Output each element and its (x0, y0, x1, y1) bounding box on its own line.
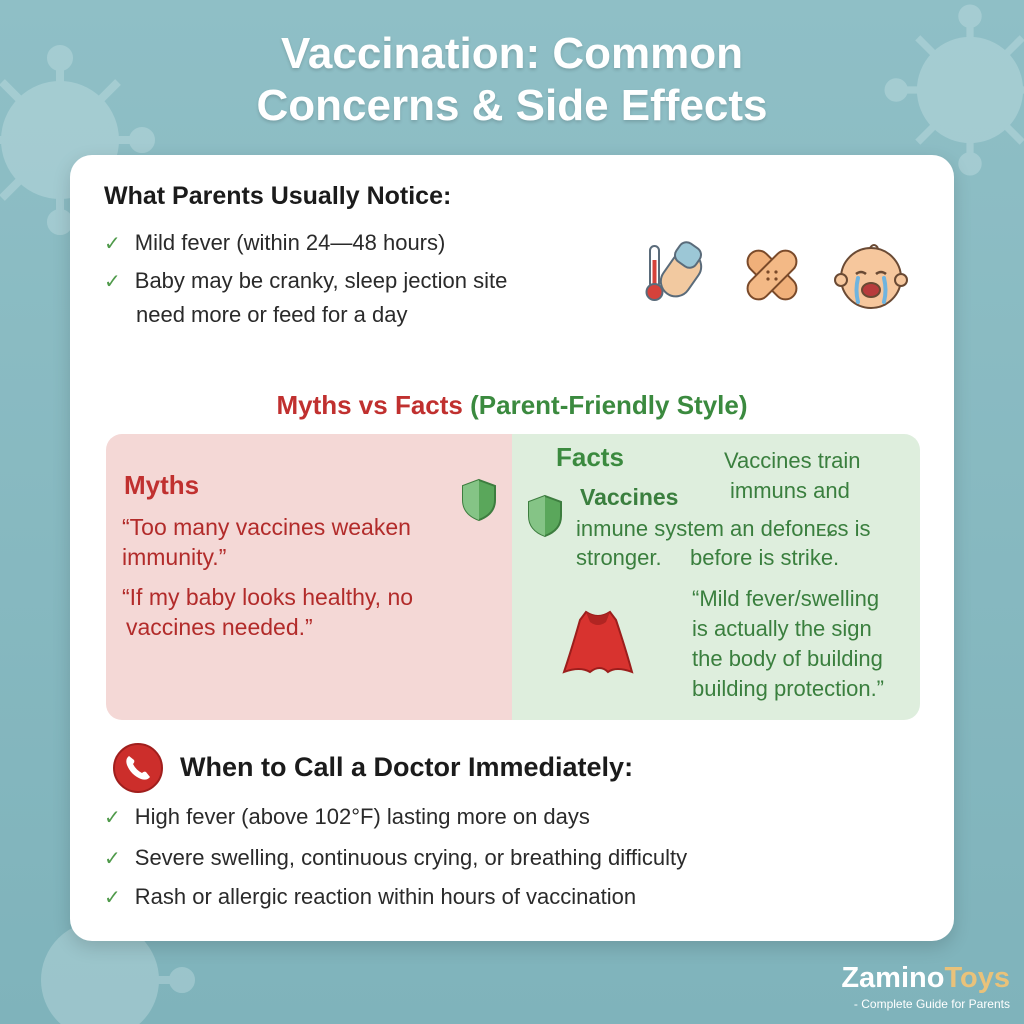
myth-1-line-1: “Too many vaccines weaken (122, 514, 411, 540)
fact-2-line-4: building protection.” (692, 676, 885, 701)
brand-logo (841, 962, 1010, 1011)
notice-item-2 (104, 268, 507, 294)
fact-stronger: stronger. (576, 545, 662, 570)
shield-icon (526, 494, 564, 538)
check-icon: ✓ (104, 887, 121, 909)
myth-1 (122, 512, 411, 572)
fact-before: before is strike. (690, 545, 840, 570)
doctor-item-text: Severe swelling, continuous crying, or breathing difficulty (134, 845, 688, 870)
title-line-2: Concerns & Side Effects (256, 81, 768, 130)
thermometer-icon (636, 240, 712, 310)
notice-item-text: Mild fever (within 24—48 hours) (134, 230, 446, 255)
brand-name (841, 962, 1010, 995)
myth-1-line-2: immunity.” (122, 544, 227, 570)
bandage-icon (736, 240, 808, 310)
check-icon: ✓ (104, 807, 121, 829)
fact-train-line-2: immuns and (730, 478, 850, 503)
phone-icon (112, 742, 164, 794)
doctor-heading: When to Call a Doctor Immediately: (180, 752, 634, 782)
facts-heading: Facts (556, 442, 624, 472)
fact-2-line-2: is actually the sign (692, 616, 872, 641)
mvf-title-green: (Parent-Friendly Style) (470, 390, 748, 420)
doctor-item-3 (104, 884, 636, 910)
cape-icon (560, 606, 636, 676)
doctor-item-text: High fever (above 102°F) lasting more on days (134, 804, 590, 829)
notice-item-text: Baby may be cranky, sleep jection site (134, 268, 508, 293)
crying-baby-icon (832, 240, 910, 312)
fact-2-line-1: “Mild fever/swelling (692, 586, 880, 611)
check-icon: ✓ (104, 848, 121, 870)
myth-2-line-2: vaccines needed.” (126, 614, 313, 640)
doctor-item-2 (104, 845, 687, 871)
fact-2 (692, 584, 884, 704)
page-title (0, 28, 1024, 132)
title-line-1: Vaccination: Common (280, 29, 744, 78)
mvf-title-red: Myths vs Facts (276, 390, 463, 420)
brand-name-part-1: Zamino (841, 962, 945, 994)
notice-heading: What Parents Usually Notice: (104, 182, 452, 210)
fact-2-line-3: the body of building (692, 646, 883, 671)
notice-item-1 (104, 230, 445, 256)
check-icon: ✓ (104, 233, 121, 255)
shield-icon (460, 478, 498, 522)
brand-name-part-2: Toys (944, 962, 1010, 994)
myth-2 (122, 582, 413, 642)
brand-tagline: - Complete Guide for Parents (853, 997, 1010, 1011)
doctor-item-1 (104, 804, 590, 830)
check-icon: ✓ (104, 271, 121, 293)
facts-vaccines-label: Vaccines (580, 484, 679, 510)
notice-item-2-continued: need more or feed for a day (136, 302, 408, 327)
myths-vs-facts-title (0, 390, 1024, 421)
myth-2-line-1: “If my baby looks healthy, no (122, 584, 414, 610)
fact-immune-line: inmune system an defonᴇɕs is (576, 516, 871, 541)
notice-icons (636, 240, 916, 310)
fact-train-line-1: Vaccines train (724, 448, 861, 473)
doctor-item-text: Rash or allergic reaction within hours of vaccination (134, 884, 637, 909)
myths-heading: Myths (124, 470, 200, 500)
